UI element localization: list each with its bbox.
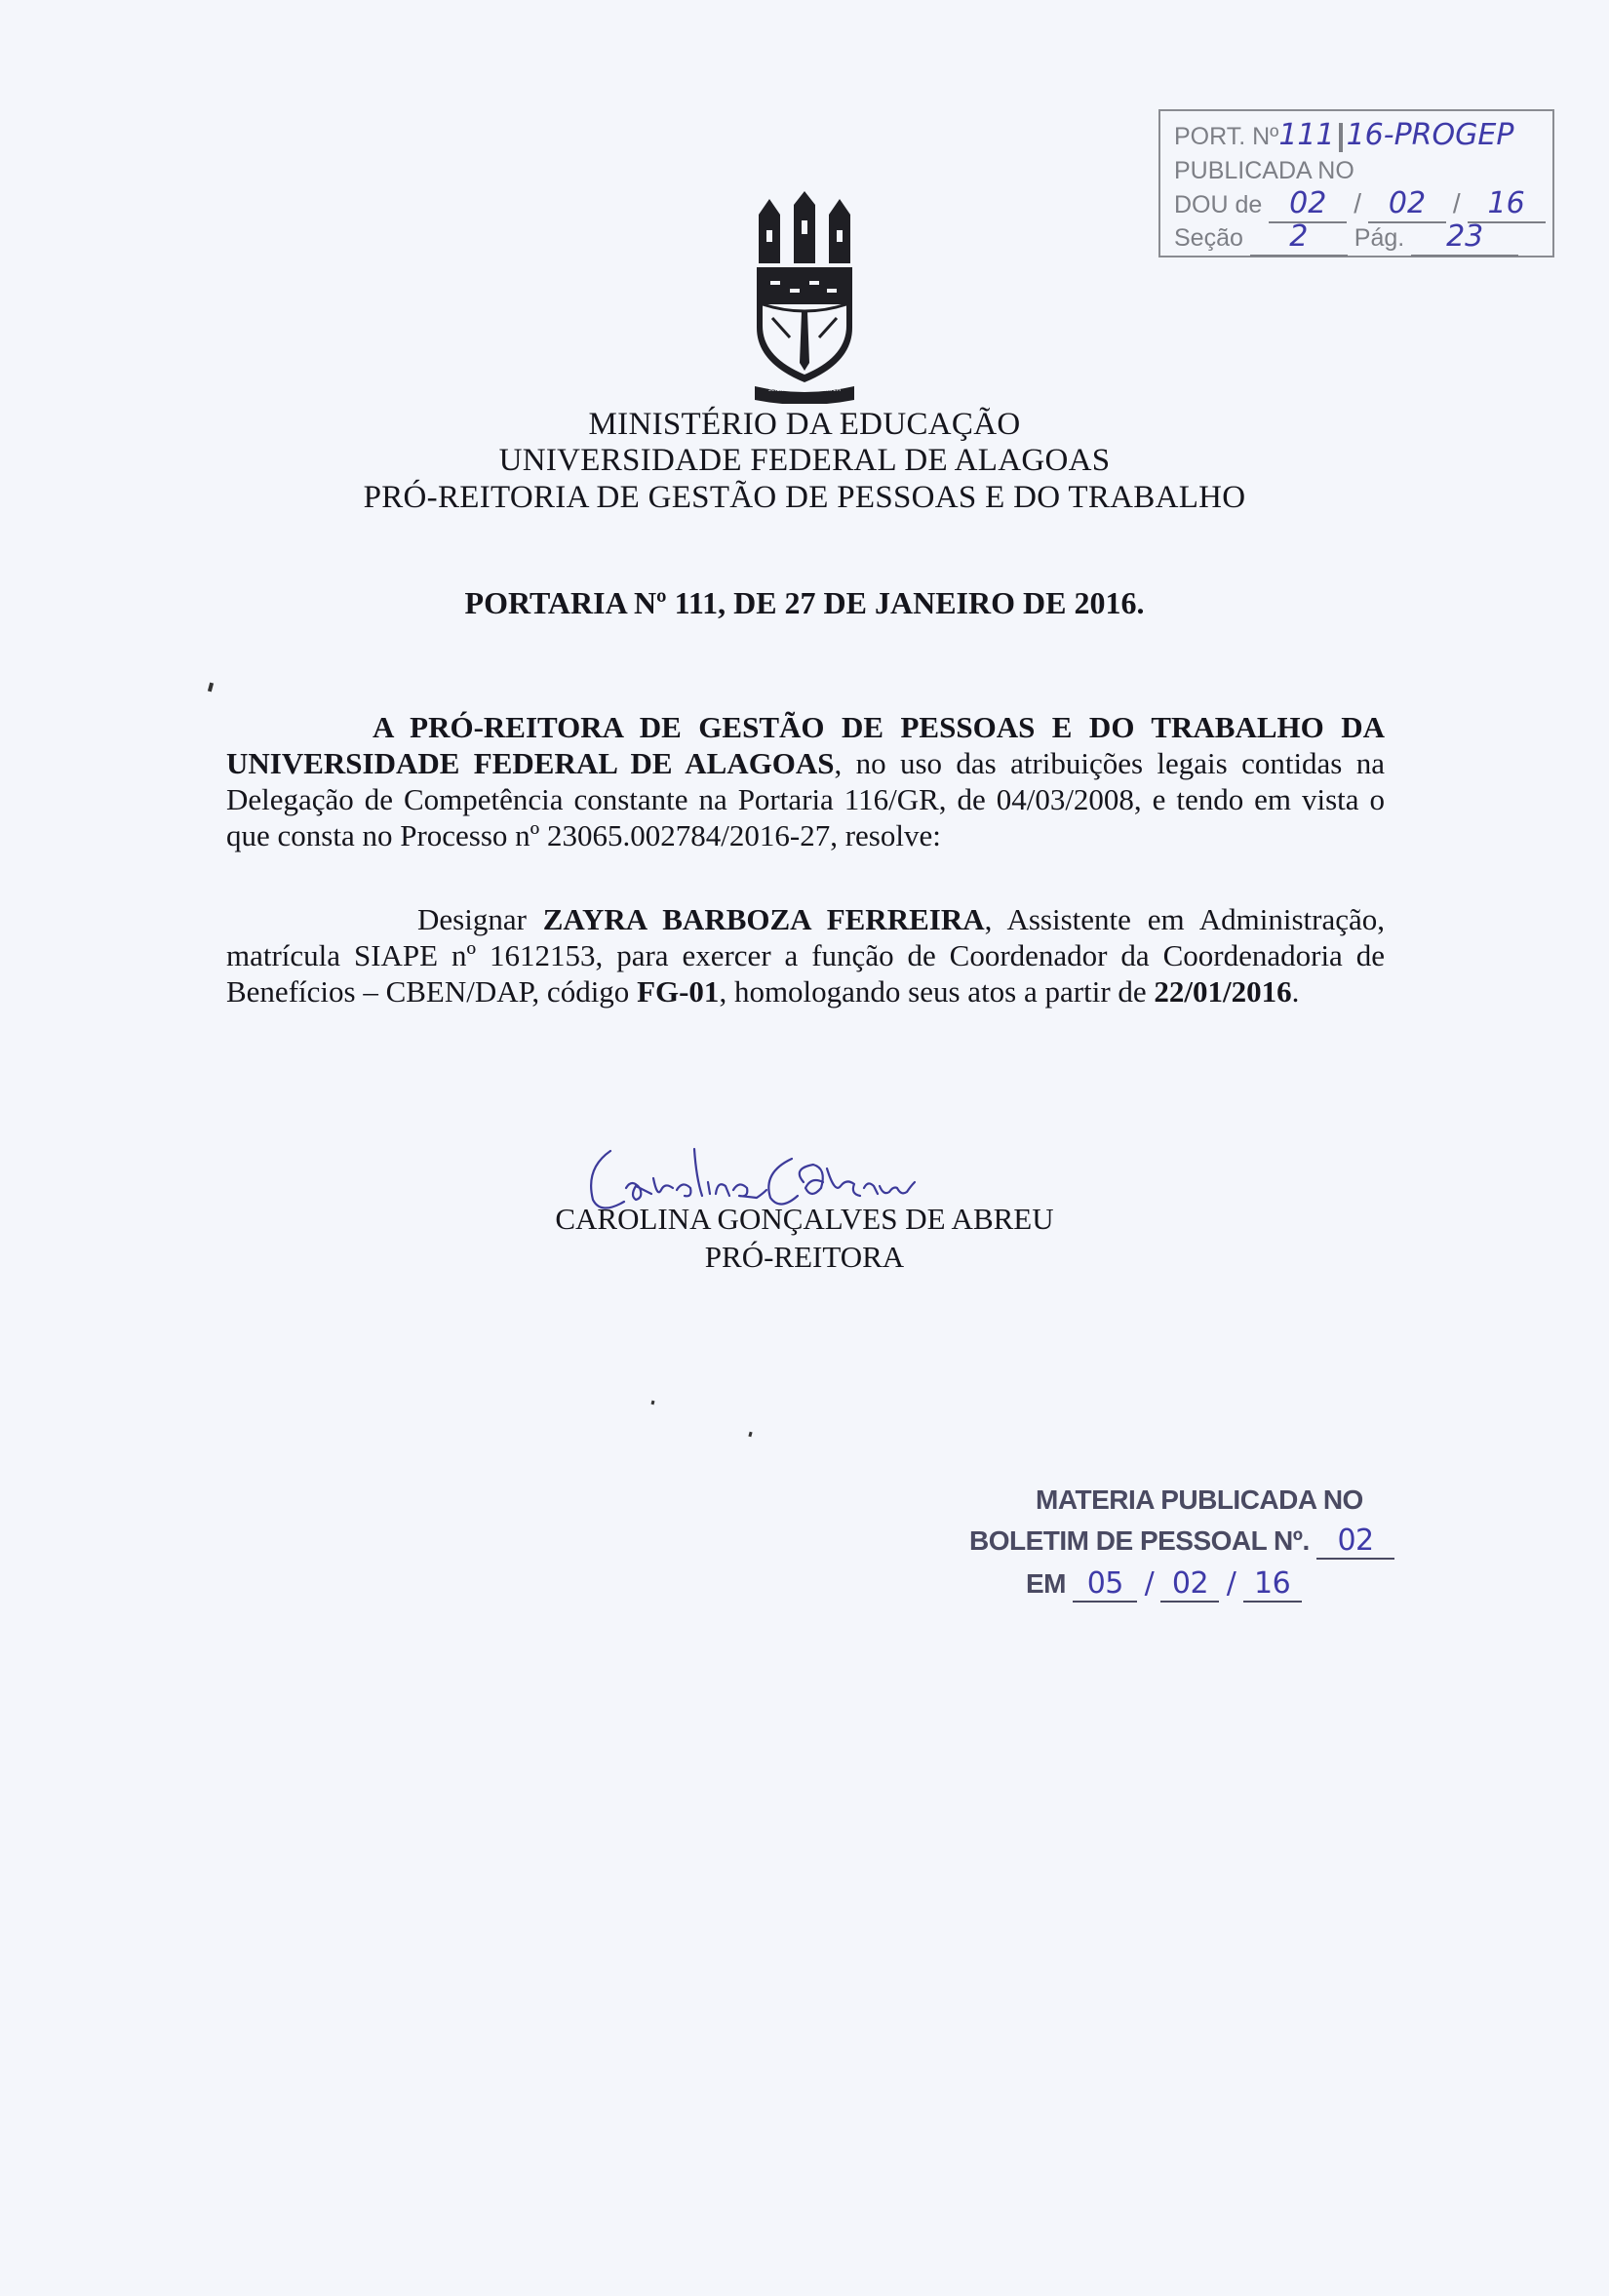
scan-speck (748, 1432, 752, 1438)
scan-speck (651, 1401, 655, 1405)
ufal-coat-of-arms-icon (751, 191, 858, 404)
publicada-label: PUBLICADA NO (1174, 157, 1354, 184)
port-suffix: 16-PROGEP (1346, 118, 1514, 152)
designation-text-1: , Assistente em Administração, matrícula SIAPE nº 1612153, para exercer a função de Coordenador da Coordenadoria de Benefícios – CBEN/DAP, código (226, 902, 1386, 1009)
designation-paragraph (226, 901, 1385, 1009)
designation-end: . (1291, 974, 1300, 1009)
boletim-line1: MATERIA PUBLICADA NO (1036, 1484, 1363, 1515)
signatory-name: CAROLINA GONÇALVES DE ABREU (555, 1202, 1054, 1236)
preamble-paragraph (226, 709, 1385, 853)
preamble-text: , no uso das atribuições legais contidas na Delegação de Competência constante na Portaria 116/GR, de 04/03/2008, e tendo em vista o que consta no Processo nº 23065.002784/2016-27, resolve: (226, 746, 1385, 852)
boletim-month: 02 (1171, 1566, 1209, 1601)
secao-label: Seção (1174, 224, 1243, 252)
boletim-year: 16 (1254, 1566, 1291, 1601)
dou-year: 16 (1487, 186, 1525, 220)
header-university: UNIVERSIDADE FEDERAL DE ALAGOAS (498, 443, 1111, 478)
effective-date: 22/01/2016 (1154, 974, 1292, 1009)
port-label: PORT. Nº (1174, 123, 1279, 150)
designee-name: ZAYRA BARBOZA FERREIRA (542, 902, 985, 936)
designation-text-2: , homologando seus atos a partir de (719, 974, 1155, 1009)
pag-value: 23 (1446, 219, 1484, 254)
secao-value: 2 (1289, 219, 1309, 254)
dou-day: 02 (1289, 186, 1327, 220)
crest-motto: SCIENTIA AD HUMANITATEM (767, 387, 842, 393)
port-number: 111 (1278, 118, 1335, 152)
header-pro-rectorate: PRÓ-REITORIA DE GESTÃO DE PESSOAS E DO TRABALHO (363, 480, 1246, 515)
dou-month: 02 (1388, 186, 1427, 220)
scan-speck (208, 683, 214, 693)
portaria-title: PORTARIA Nº 111, DE 27 DE JANEIRO DE 2016. (464, 585, 1145, 620)
boletim-label: BOLETIM DE PESSOAL Nº. (969, 1525, 1310, 1556)
function-code: FG-01 (637, 974, 720, 1009)
preamble-authority: A PRÓ-REITORA DE GESTÃO DE PESSOAS E DO TRABALHO DA UNIVERSIDADE FEDERAL DE ALAGOAS (226, 710, 1385, 780)
dou-label: DOU de (1174, 191, 1263, 218)
boletim-em-label: EM (1026, 1568, 1066, 1599)
designation-lead: Designar (417, 902, 543, 936)
signatory-role: PRÓ-REITORA (704, 1240, 905, 1274)
boletim-number: 02 (1337, 1524, 1374, 1558)
boletim-day: 05 (1086, 1566, 1123, 1601)
header-ministry: MINISTÉRIO DA EDUCAÇÃO (588, 407, 1021, 442)
dou-publication-stamp: PORT. Nº111 16-PROGEP PUBLICADA NO DOU de 02 / 02 / 16 Seção 2 Pág. 23 (1158, 109, 1554, 257)
pag-label: Pág. (1354, 224, 1405, 252)
boletim-publication-stamp: MATERIA PUBLICADA NO BOLETIM DE PESSOAL Nº. 02 EM 05 / 02 / 16 (965, 1484, 1336, 1619)
